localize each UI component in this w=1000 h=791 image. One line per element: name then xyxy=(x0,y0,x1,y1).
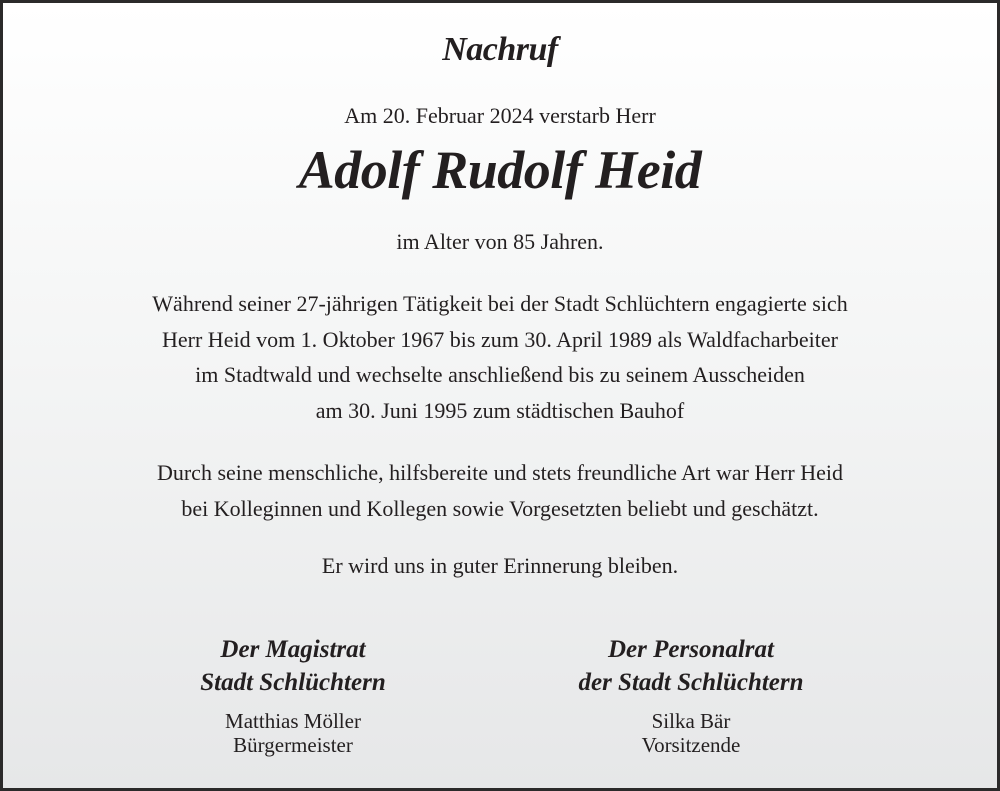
paragraph-line: Durch seine menschliche, hilfsbereite und stets freundliche Art war Herr Heid xyxy=(156,460,844,485)
person-name: Silka Bär xyxy=(651,709,731,733)
signatory-person xyxy=(501,709,881,757)
signatory-magistrat xyxy=(103,633,483,757)
org-line: Der Personalrat xyxy=(608,636,774,663)
age-line: im Alter von 85 Jahren. xyxy=(396,229,604,254)
signatory-organization xyxy=(501,633,881,699)
career-paragraph xyxy=(3,286,997,428)
signatory-organization xyxy=(103,633,483,699)
signatory-person xyxy=(103,709,483,757)
intro-line: Am 20. Februar 2024 verstarb Herr xyxy=(344,103,656,128)
paragraph-line: Herr Heid vom 1. Oktober 1967 bis zum 30. April 1989 als Waldfacharbeiter xyxy=(162,326,838,352)
person-name: Matthias Möller xyxy=(225,709,361,733)
org-line: Der Magistrat xyxy=(220,636,366,663)
deceased-name: Adolf Rudolf Heid xyxy=(298,140,702,200)
paragraph-line: bei Kolleginnen und Kollegen sowie Vorgesetzten beliebt und geschätzt. xyxy=(181,495,819,521)
person-role: Bürgermeister xyxy=(233,733,353,757)
person-role: Vorsitzende xyxy=(641,733,741,757)
paragraph-line: Während seiner 27-jährigen Tätigkeit bei der Stadt Schlüchtern engagierte sich xyxy=(152,291,848,316)
paragraph-line: am 30. Juni 1995 zum städtischen Bauhof xyxy=(315,397,685,423)
org-line: der Stadt Schlüchtern xyxy=(578,669,804,696)
character-paragraph xyxy=(3,455,997,526)
signatory-personalrat xyxy=(501,633,881,757)
org-line: Stadt Schlüchtern xyxy=(200,669,386,696)
paragraph-line: im Stadtwald und wechselte anschließend bis zu seinem Ausscheiden xyxy=(195,362,805,387)
notice-title: Nachruf xyxy=(442,31,558,68)
closing-line: Er wird uns in guter Erinnerung bleiben. xyxy=(321,553,679,578)
